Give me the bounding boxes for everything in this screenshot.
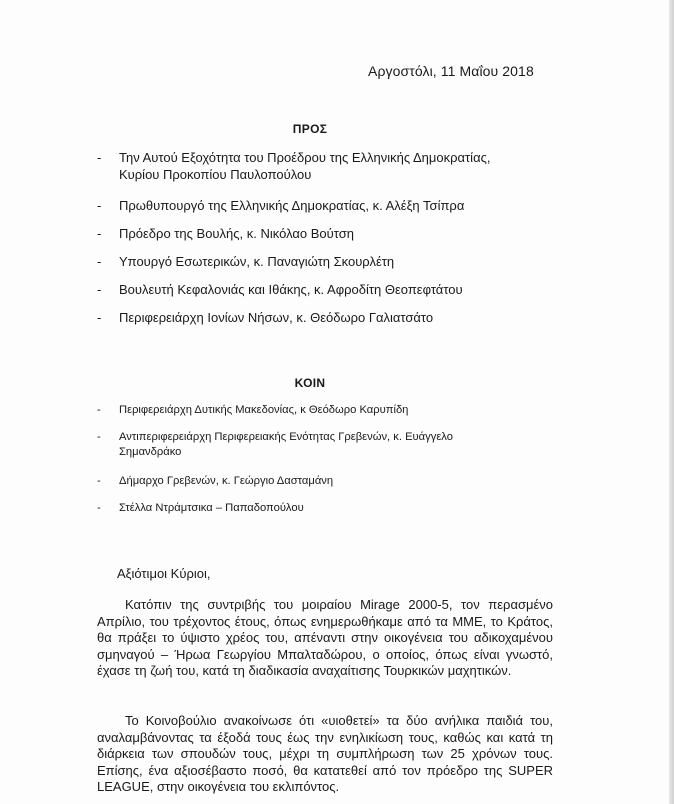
recipient-line: Πρόεδρο της Βουλής, κ. Νικόλαο Βούτση: [119, 226, 354, 241]
dash-bullet: -: [97, 254, 102, 269]
dash-bullet: -: [97, 310, 102, 325]
cc-list: [97, 403, 567, 528]
recipient-item: [97, 309, 567, 326]
cc-line: Περιφερειάρχη Δυτικής Μακεδονίας, κ Θεόδωρο Καρυπίδη: [119, 404, 409, 416]
recipient-item: [97, 197, 567, 214]
dash-bullet: -: [97, 404, 101, 416]
letter-date: Αργοστόλι, 11 Μαΐου 2018: [368, 63, 534, 79]
recipients-list: [97, 149, 567, 337]
recipient-line: Την Αυτού Εξοχότητα του Προέδρου της Ελληνικής Δημοκρατίας,: [119, 150, 491, 165]
cc-heading: ΚΟΙΝ: [294, 376, 326, 390]
cc-line: Αντιπεριφερειάρχη Περιφερειακής Ενότητας Γρεβενών, κ. Ευάγγελο: [119, 431, 453, 443]
cc-line: Δήμαρχο Γρεβενών, κ. Γεώργιο Δασταμάνη: [119, 475, 334, 487]
cc-item: [97, 403, 567, 418]
dash-bullet: -: [97, 198, 102, 213]
dash-bullet: -: [97, 431, 101, 443]
body-paragraph: Κατόπιν της συντριβής του μοιραίου Mirage 2000-5, τον περασμένο Απρίλιο, του τρέχοντος έτους, όπως ενημερωθήκαμε από τα ΜΜΕ, το Κράτος, θα πράξει το ύψιστο χρέος του, απέναντι στην οικογένεια του αδικοχαμένου σμηναγού – Ήρωα Γεωργίου Μπαλταδώρου, ο οποίος, όπως είναι γνωστό, έχασε τη ζωή του, κατά τη διαδικασία αναχαίτισης Τουρκικών μαχητικών.: [97, 597, 553, 678]
dash-bullet: -: [97, 226, 102, 241]
dash-bullet: -: [97, 150, 102, 165]
recipient-item: [97, 149, 567, 183]
recipient-item: [97, 253, 567, 270]
recipient-item: [97, 225, 567, 242]
cc-item: [97, 430, 567, 460]
body-paragraph: Το Κοινοβούλιο ανακοίνωσε ότι «υιοθετεί» τα δύο ανήλικα παιδιά του, αναλαμβάνοντας τα έξοδά τους έως την ενηλικίωση τους, καθώς και κατά τη διάρκεια των σπουδών τους, μέχρι τη συμπλήρωση των 25 χρόνων τους. Επίσης, ένα αξιοσέβαστο ποσό, θα κατατεθεί από τον πρόεδρο της SUPER LEAGUE, στην οικογένεια του εκλιπόντος.: [97, 713, 553, 794]
dash-bullet: -: [97, 502, 101, 514]
recipient-line-continued: Κυρίου Προκοπίου Παυλοπούλου: [119, 167, 312, 182]
dash-bullet: -: [97, 282, 102, 297]
recipient-item: [97, 281, 567, 298]
cc-line-continued: Σημανδράκο: [119, 446, 182, 458]
recipients-heading: ΠΡΟΣ: [292, 122, 328, 136]
salutation: Αξιότιμοι Κύριοι,: [117, 566, 211, 581]
page-edge-shadow: [669, 0, 674, 804]
recipient-line: Περιφερειάρχη Ιονίων Νήσων, κ. Θεόδωρο Γαλιατσάτο: [119, 310, 434, 325]
dash-bullet: -: [97, 475, 101, 487]
cc-item: [97, 501, 567, 516]
recipient-line: Βουλευτή Κεφαλονιάς και Ιθάκης, κ. Αφροδίτη Θεοπεφτάτου: [119, 282, 463, 297]
recipient-line: Υπουργό Εσωτερικών, κ. Παναγιώτη Σκουρλέτη: [119, 254, 395, 269]
cc-line: Στέλλα Ντράμτσικα – Παπαδοπούλου: [119, 502, 304, 514]
cc-item: [97, 474, 567, 489]
recipient-line: Πρωθυπουργό της Ελληνικής Δημοκρατίας, κ. Αλέξη Τσίπρα: [119, 198, 465, 213]
